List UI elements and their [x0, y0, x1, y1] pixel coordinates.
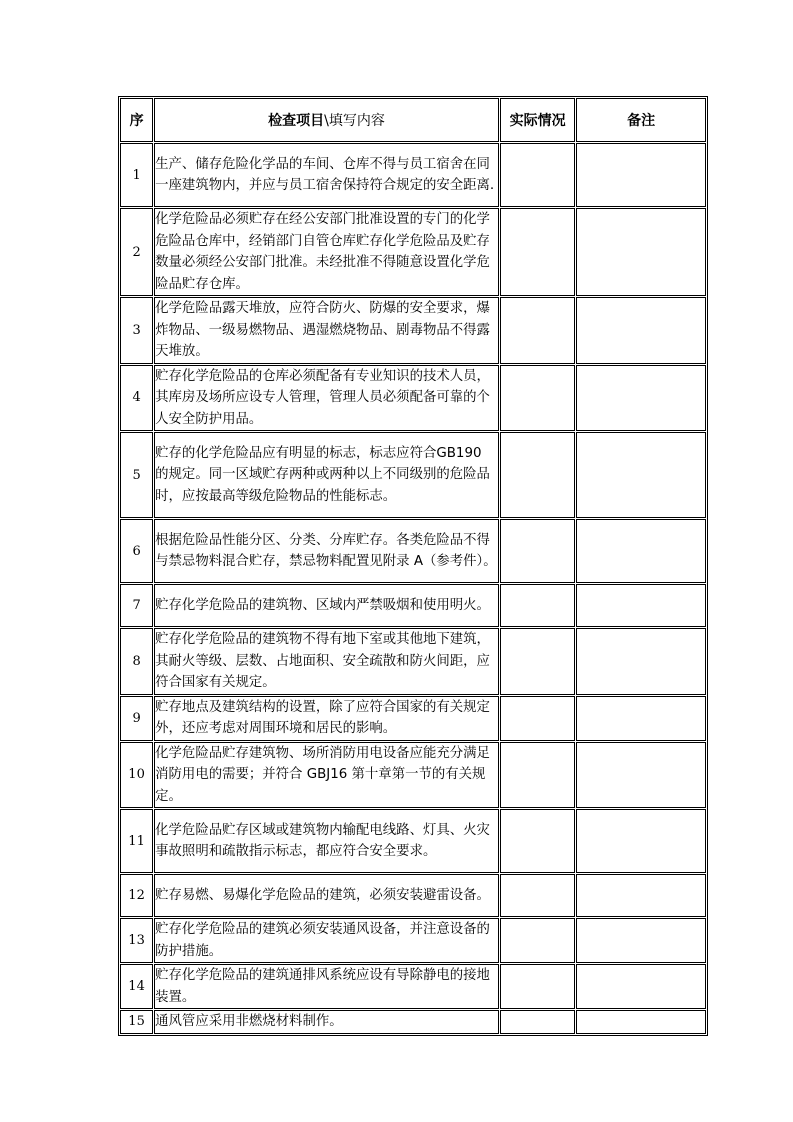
row-number: 12 — [120, 874, 153, 917]
row-note-cell[interactable] — [576, 365, 706, 432]
row-number: 1 — [120, 143, 153, 207]
table-row — [120, 208, 706, 296]
header-item-bold: 检查项目 — [268, 113, 325, 129]
row-actual-cell[interactable] — [500, 519, 575, 583]
row-number: 7 — [120, 584, 153, 627]
row-note-cell[interactable] — [576, 208, 706, 296]
table-row — [120, 584, 706, 627]
table-row — [120, 809, 706, 873]
header-item-rest: \填写内容 — [324, 113, 385, 129]
row-actual-cell[interactable] — [500, 432, 575, 518]
row-actual-cell[interactable] — [500, 365, 575, 432]
table-row — [120, 432, 706, 518]
row-item-text: 化学危险品露天堆放，应符合防火、防爆的安全要求，爆炸物品、一级易燃物品、遇湿燃烧物品、剧毒物品不得露天堆放。 — [154, 297, 499, 364]
table-row — [120, 964, 706, 1009]
row-item-text: 化学危险品贮存建筑物、场所消防用电设备应能充分满足消防用电的需要；并符合 GBJ16 第十章第一节的有关规定。 — [154, 742, 499, 809]
row-note-cell[interactable] — [576, 742, 706, 809]
header-no: 序 — [120, 98, 153, 142]
table-row — [120, 918, 706, 963]
row-item-text: 贮存地点及建筑结构的设置，除了应符合国家的有关规定外，还应考虑对周围环境和居民的影响。 — [154, 696, 499, 741]
row-note-cell[interactable] — [576, 874, 706, 917]
row-note-cell[interactable] — [576, 297, 706, 364]
row-actual-cell[interactable] — [500, 208, 575, 296]
row-actual-cell[interactable] — [500, 297, 575, 364]
row-actual-cell[interactable] — [500, 918, 575, 963]
table-row — [120, 365, 706, 432]
row-number: 10 — [120, 742, 153, 809]
header-actual: 实际情况 — [500, 98, 575, 142]
row-item-text: 贮存化学危险品的建筑物不得有地下室或其他地下建筑，其耐火等级、层数、占地面积、安全疏散和防火间距，应符合国家有关规定。 — [154, 628, 499, 695]
table-row — [120, 696, 706, 741]
row-item-text: 贮存易燃、易爆化学危险品的建筑，必须安装避雷设备。 — [154, 874, 499, 917]
row-actual-cell[interactable] — [500, 874, 575, 917]
row-actual-cell[interactable] — [500, 1010, 575, 1034]
row-number: 11 — [120, 809, 153, 873]
row-actual-cell[interactable] — [500, 742, 575, 809]
header-item — [154, 98, 499, 142]
table-header-row — [120, 98, 706, 142]
table-row — [120, 1010, 706, 1034]
table-row — [120, 874, 706, 917]
row-note-cell[interactable] — [576, 519, 706, 583]
row-note-cell[interactable] — [576, 628, 706, 695]
row-note-cell[interactable] — [576, 918, 706, 963]
inspection-checklist-table — [118, 96, 708, 1036]
row-actual-cell[interactable] — [500, 584, 575, 627]
table-row — [120, 297, 706, 364]
row-note-cell[interactable] — [576, 696, 706, 741]
row-number: 15 — [120, 1010, 153, 1034]
row-number: 3 — [120, 297, 153, 364]
row-number: 8 — [120, 628, 153, 695]
table-row — [120, 628, 706, 695]
row-note-cell[interactable] — [576, 1010, 706, 1034]
row-item-text: 根据危险品性能分区、分类、分库贮存。各类危险品不得与禁忌物料混合贮存，禁忌物料配置见附录 A（参考件）。 — [154, 519, 499, 583]
row-item-text: 化学危险品必须贮存在经公安部门批准设置的专门的化学危险品仓库中，经销部门自管仓库贮存化学危险品及贮存数量必须经公安部门批准。未经批准不得随意设置化学危险品贮存仓库。 — [154, 208, 499, 296]
row-note-cell[interactable] — [576, 143, 706, 207]
row-item-text: 贮存的化学危险品应有明显的标志，标志应符合GB190 的规定。同一区域贮存两种或两种以上不同级别的危险品时，应按最高等级危险物品的性能标志。 — [154, 432, 499, 518]
row-item-text: 贮存化学危险品的建筑物、区域内严禁吸烟和使用明火。 — [154, 584, 499, 627]
row-item-text: 贮存化学危险品的建筑通排风系统应设有导除静电的接地装置。 — [154, 964, 499, 1009]
row-number: 6 — [120, 519, 153, 583]
row-actual-cell[interactable] — [500, 696, 575, 741]
row-item-text: 生产、储存危险化学品的车间、仓库不得与员工宿舍在同一座建筑物内，并应与员工宿舍保持符合规定的安全距离. — [154, 143, 499, 207]
table-row — [120, 519, 706, 583]
table-row — [120, 143, 706, 207]
row-number: 4 — [120, 365, 153, 432]
header-note: 备注 — [576, 98, 706, 142]
row-number: 13 — [120, 918, 153, 963]
table-row — [120, 742, 706, 809]
row-number: 2 — [120, 208, 153, 296]
row-item-text: 通风管应采用非燃烧材料制作。 — [154, 1010, 499, 1034]
row-note-cell[interactable] — [576, 432, 706, 518]
row-number: 5 — [120, 432, 153, 518]
row-item-text: 贮存化学危险品的仓库必须配备有专业知识的技术人员，其库房及场所应设专人管理，管理人员必须配备可靠的个人安全防护用品。 — [154, 365, 499, 432]
row-item-text: 贮存化学危险品的建筑必须安装通风设备，并注意设备的防护措施。 — [154, 918, 499, 963]
row-note-cell[interactable] — [576, 964, 706, 1009]
row-number: 14 — [120, 964, 153, 1009]
row-actual-cell[interactable] — [500, 964, 575, 1009]
row-item-text: 化学危险品贮存区域或建筑物内输配电线路、灯具、火灾事故照明和疏散指示标志，都应符合安全要求。 — [154, 809, 499, 873]
row-actual-cell[interactable] — [500, 809, 575, 873]
row-note-cell[interactable] — [576, 584, 706, 627]
row-actual-cell[interactable] — [500, 628, 575, 695]
row-actual-cell[interactable] — [500, 143, 575, 207]
row-note-cell[interactable] — [576, 809, 706, 873]
row-number: 9 — [120, 696, 153, 741]
